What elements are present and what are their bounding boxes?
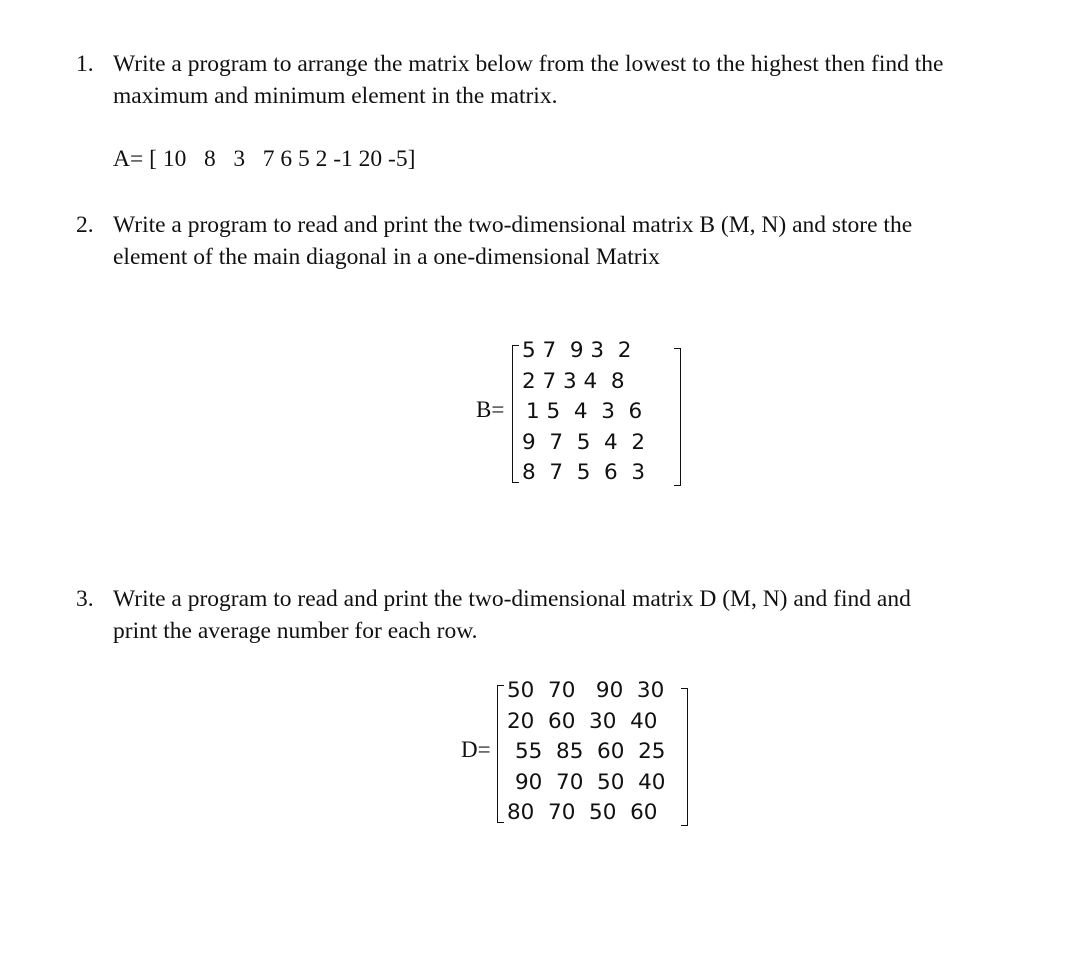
right-bracket xyxy=(674,348,681,486)
question-line: maximum and minimum element in the matrix. xyxy=(113,83,558,109)
question-line: element of the main diagonal in a one-dimensional Matrix xyxy=(113,244,660,270)
array-value: 2 xyxy=(315,146,328,172)
matrix-row: 55 85 60 25 xyxy=(515,739,666,764)
array-label: A= [ xyxy=(113,146,157,172)
matrix-label: D= xyxy=(461,737,491,762)
left-bracket xyxy=(497,685,504,823)
question-line: Write a program to read and print the two-dimensional matrix D (M, N) and find and xyxy=(113,586,911,612)
question-line: print the average number for each row. xyxy=(113,618,478,644)
array-value: 3 xyxy=(233,146,246,172)
array-value: 5 xyxy=(297,146,310,172)
array-value: -5] xyxy=(388,146,416,172)
left-bracket xyxy=(512,345,519,483)
matrix-row: 80 70 50 60 xyxy=(507,800,658,825)
matrix-row: 5 7 9 3 2 xyxy=(522,338,632,363)
matrix-row: 90 70 50 40 xyxy=(515,770,666,795)
array-a xyxy=(113,146,415,173)
matrix-row: 9 7 5 4 2 xyxy=(522,430,646,455)
array-value: 8 xyxy=(203,146,216,172)
question-text xyxy=(113,48,1043,112)
matrix-row: 1 5 4 3 6 xyxy=(526,399,643,424)
question-line: Write a program to arrange the matrix below from the lowest to the highest then find the xyxy=(113,51,944,77)
array-value: 6 xyxy=(280,146,293,172)
array-value: 10 xyxy=(162,146,187,172)
matrix-row: 2 7 3 4 8 xyxy=(522,369,625,394)
right-bracket xyxy=(681,688,688,826)
question-number: 2. xyxy=(76,212,94,238)
array-value: 20 xyxy=(358,146,383,172)
array-value: -1 xyxy=(333,146,353,172)
matrix-row: 20 60 30 40 xyxy=(507,709,658,734)
matrix-row: 8 7 5 6 3 xyxy=(522,460,646,485)
array-value: 7 xyxy=(262,146,275,172)
matrix-label: B= xyxy=(476,397,505,422)
question-number: 3. xyxy=(76,586,94,612)
question-number: 1. xyxy=(76,51,94,77)
question-text xyxy=(113,209,1043,273)
question-text xyxy=(113,583,1043,647)
matrix-row: 50 70 90 30 xyxy=(507,678,665,703)
question-line: Write a program to read and print the two-dimensional matrix B (M, N) and store the xyxy=(113,212,913,238)
